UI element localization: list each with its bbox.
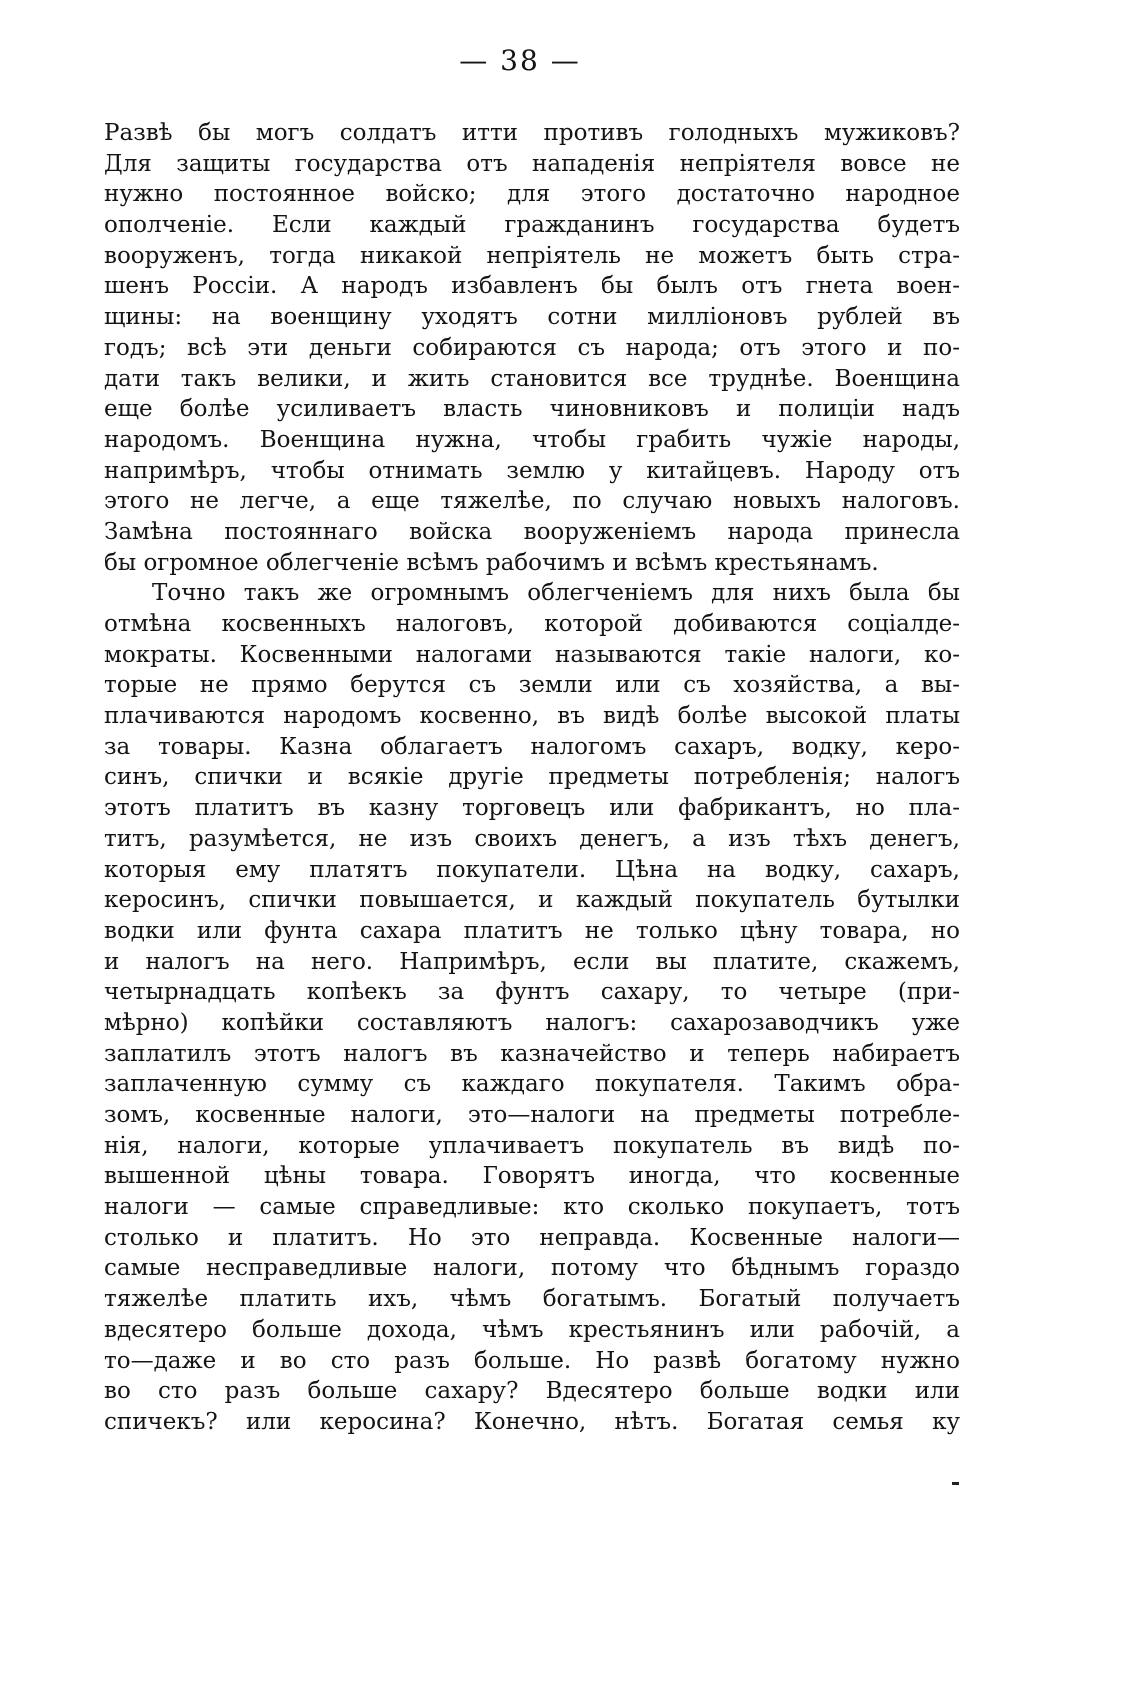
page-number: — 38 —: [459, 44, 581, 77]
text-line: напримѣръ, чтобы отнимать землю у китайцевъ. Народу отъ: [104, 457, 960, 484]
text-line: нія, налоги, которые уплачиваетъ покупатель въ видѣ по-: [104, 1132, 960, 1159]
paragraph-2: [104, 578, 960, 1437]
text-line: мократы. Косвенными налогами называются такіе налоги, ко-: [104, 641, 960, 668]
text-line: во сто разъ больше сахару? Вдесятеро больше водки или: [104, 1378, 960, 1405]
text-line: Точно такъ же огромнымъ облегченіемъ для нихъ была бы: [152, 580, 960, 607]
text-line: самые несправедливые налоги, потому что бѣднымъ гораздо: [104, 1255, 960, 1282]
text-line: синъ, спички и всякіе другіе предметы потребленія; налогъ: [104, 764, 960, 791]
text-line: еще болѣе усиливаетъ власть чиновниковъ и полиціи надъ: [104, 396, 960, 423]
text-line: Для защиты государства отъ нападенія непріятеля вовсе не: [104, 150, 960, 177]
text-line: щины: на военщину уходятъ сотни милліоновъ рублей въ: [104, 304, 960, 331]
text-line: Развѣ бы могъ солдатъ итти противъ голодныхъ мужиковъ?: [104, 120, 960, 146]
text-line: тяжелѣе платить ихъ, чѣмъ богатымъ. Богатый получаетъ: [104, 1286, 960, 1313]
text-line: четырнадцать копѣекъ за фунтъ сахару, то четыре (при-: [104, 979, 960, 1006]
paragraph-1: [104, 118, 960, 578]
text-line: спичекъ? или керосина? Конечно, нѣтъ. Богатая семья ку: [104, 1408, 960, 1435]
page-body: [104, 118, 960, 1438]
text-line: керосинъ, спички повышается, и каждый покупатель бутылки: [104, 887, 960, 914]
text-line: отмѣна косвенныхъ налоговъ, которой добиваются соціалде-: [104, 611, 960, 637]
text-line: водки или фунта сахара платитъ не только цѣну товара, но: [104, 917, 960, 944]
text-line: народомъ. Военщина нужна, чтобы грабить чужіе народы,: [104, 426, 960, 453]
text-line: вооруженъ, тогда никакой непріятель не можетъ быть стра-: [104, 242, 960, 269]
text-line: годъ; всѣ эти деньги собираются съ народа; отъ этого и по-: [104, 334, 960, 361]
text-line: заплатилъ этотъ налогъ въ казначейство и теперь набираетъ: [104, 1040, 960, 1067]
text-line: плачиваются народомъ косвенно, въ видѣ болѣе высокой платы: [104, 703, 960, 730]
text-line: заплаченную сумму съ каждаго покупателя. Такимъ обра-: [104, 1071, 960, 1098]
text-line: за товары. Казна облагаетъ налогомъ сахаръ, водку, керо-: [104, 733, 960, 760]
text-line: ополченіе. Если каждый гражданинъ государства будетъ: [104, 212, 960, 239]
text-line: которыя ему платятъ покупатели. Цѣна на водку, сахаръ,: [104, 856, 960, 883]
text-line: и налогъ на него. Напримѣръ, если вы платите, скажемъ,: [104, 948, 960, 975]
text-line: мѣрно) копѣйки составляютъ налогъ: сахарозаводчикъ уже: [104, 1009, 960, 1036]
text-line: нужно постоянное войско; для этого достаточно народное: [104, 181, 960, 208]
text-line: титъ, разумѣется, не изъ своихъ денегъ, а изъ тѣхъ денегъ,: [104, 825, 960, 852]
text-line: этотъ платитъ въ казну торговецъ или фабрикантъ, но пла-: [104, 795, 960, 822]
ink-speck: [952, 1482, 959, 1485]
text-line: то—даже и во сто разъ больше. Но развѣ богатому нужно: [104, 1347, 960, 1374]
text-line: вдесятеро больше дохода, чѣмъ крестьянинъ или рабочій, а: [104, 1316, 960, 1343]
text-line: шенъ Россіи. А народъ избавленъ бы былъ отъ гнета воен-: [104, 273, 960, 300]
text-line: Замѣна постояннаго войска вооруженіемъ народа принесла: [104, 518, 960, 545]
text-line: дати такъ велики, и жить становится все труднѣе. Военщина: [104, 365, 960, 392]
text-line: столько и платитъ. Но это неправда. Косвенные налоги—: [104, 1224, 960, 1251]
text-line: зомъ, косвенные налоги, это—налоги на предметы потребле-: [104, 1102, 960, 1128]
text-line: торые не прямо берутся съ земли или съ хозяйства, а вы-: [104, 672, 960, 699]
text-line: этого не легче, а еще тяжелѣе, по случаю новыхъ налоговъ.: [104, 488, 960, 515]
text-line: налоги — самые справедливые: кто сколько покупаетъ, тотъ: [104, 1194, 960, 1221]
text-line: вышенной цѣны товара. Говорятъ иногда, что косвенные: [104, 1163, 960, 1190]
text-line: бы огромное облегченіе всѣмъ рабочимъ и всѣмъ крестьянамъ.: [104, 549, 879, 576]
